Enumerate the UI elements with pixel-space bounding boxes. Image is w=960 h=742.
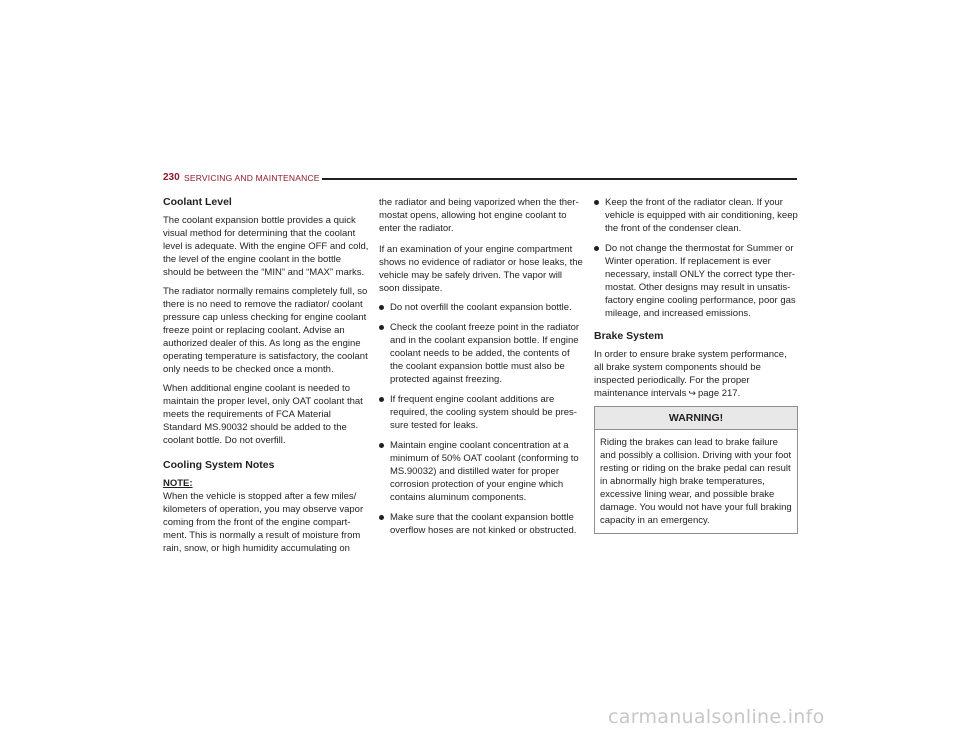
paragraph: The coolant expansion bottle provides a quick visual method for determining that the coolant level is adequate. With the engine OFF and cold, the level of the engine coolant in the bottle should be between the “MIN” and “MAX” marks. [163,215,369,278]
coolant-level-heading: Coolant Level [163,196,232,208]
list-item [379,393,585,432]
warning-box [594,406,798,534]
list-item [594,196,798,235]
list-item-text: Maintain engine coolant concentration at a minimum of 50% OAT coolant (conforming to MS.90032) and distilled water for proper corrosion protection of your engine which contains aluminum components. [390,440,579,503]
list-item-text: Check the coolant freeze point in the radiator and in the coolant expansion bottle. If engine coolant needs to be added, the contents of the coolant expansion bottle must also be protected against freezing. [390,322,580,385]
warning-title: WARNING! [595,407,797,430]
paragraph: The radiator normally remains completely full, so there is no need to remove the radiator/ coolant pressure cap unless checking for engine coolant freeze point or replacing coolant. Advise an authorized dealer of this. As long as the engine operating temperature is satisfactory, the coolant only needs to be checked once a month. [163,286,368,375]
header-rule [322,178,797,180]
radiator-bullet-list [594,196,798,320]
cooling-notes-heading: Cooling System Notes [163,459,275,471]
page-number: 230 [163,172,180,183]
brake-paragraph [594,348,798,400]
list-item-text: Keep the front of the radiator clean. If your vehicle is equipped with air conditioning, keep the front of the condenser clean. [605,197,798,234]
page-reference-link[interactable]: page 217. [697,388,741,399]
list-item [379,321,585,386]
bullet-icon [379,305,384,310]
column-middle [379,196,585,544]
paragraph: the radiator and being vaporized when the ther-mostat opens, allowing hot engine coolant to enter the radiator. [379,197,579,234]
bullet-icon [594,200,599,205]
list-item-text: Do not overfill the coolant expansion bottle. [390,302,572,313]
column-right [594,196,798,534]
list-item-text: Do not change the thermostat for Summer or Winter operation. If replacement is ever necessary, install ONLY the correct type ther-mostat. Other designs may result in unsatis-factory engine cooling performance, poor gas mileage, and increased emissions. [605,243,796,319]
brake-system-heading: Brake System [594,330,664,342]
bullet-icon [379,515,384,520]
section-title: SERVICING AND MAINTENANCE [184,173,320,183]
page-reference-arrow-icon: ↪ [688,388,696,398]
bullet-icon [379,397,384,402]
warning-text: Riding the brakes can lead to brake failure and possibly a collision. Driving with your foot resting or riding on the brake pedal can result in abnormally high brake temperatures, excessive lining wear, and possible brake damage. You would not have your full braking capacity in an emergency. [600,437,792,526]
list-item [379,301,585,314]
coolant-bullet-list [379,301,585,537]
list-item [594,242,798,320]
bullet-icon [379,325,384,330]
watermark: carmanualsonline.info [608,706,825,728]
list-item [379,439,585,504]
column-left [163,196,369,561]
bullet-icon [379,443,384,448]
paragraph: When additional engine coolant is needed to maintain the proper level, only OAT coolant that meets the requirements of FCA Material Standard MS.90032 should be added to the coolant bottle. Do not overfill. [163,383,363,446]
brake-text: In order to ensure brake system performance, all brake system components should be inspected periodically. For the proper maintenance intervals [594,349,787,399]
list-item [379,511,585,537]
note-text: When the vehicle is stopped after a few miles/ kilometers of operation, you may observe vapor coming from the front of the engine compart-ment. This is normally a result of moisture from rain, snow, or high humidity accumulating on [163,491,364,554]
page-header [163,172,797,186]
bullet-icon [594,246,599,251]
list-item-text: If frequent engine coolant additions are required, the cooling system should be pres-sure tested for leaks. [390,394,577,431]
paragraph: If an examination of your engine compartment shows no evidence of radiator or hose leaks, the vehicle may be safely driven. The vapor will soon dissipate. [379,244,583,294]
list-item-text: Make sure that the coolant expansion bottle overflow hoses are not kinked or obstructed. [390,512,577,536]
note-label: NOTE: [163,478,193,489]
